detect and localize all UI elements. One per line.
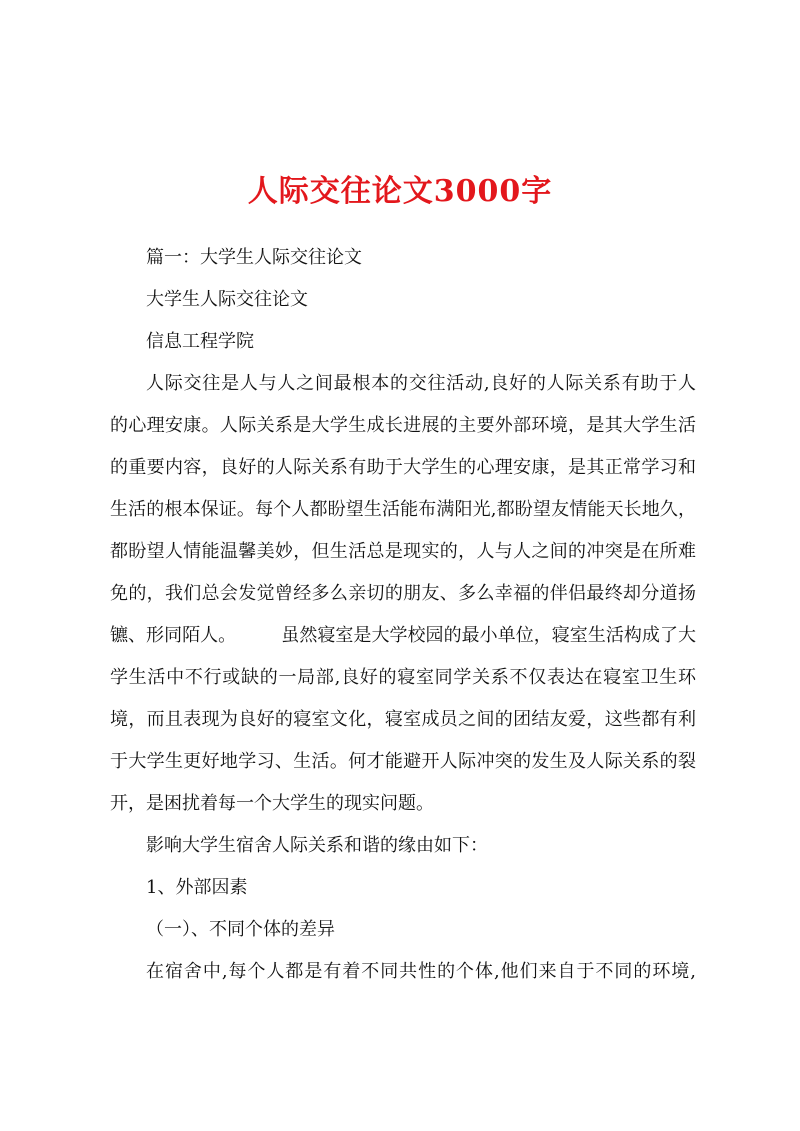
paper-title-line: 大学生人际交往论文 <box>146 289 308 310</box>
paragraph-line: 学生活中不行或缺的一局部,良好的寝室同学关系不仅表达在寝室卫生环 <box>110 667 696 688</box>
paragraph-line: 于大学生更好地学习、生活。何才能避开人际冲突的发生及人际关系的裂 <box>110 751 696 772</box>
paragraph-line: 在宿舍中,每个人都是有着不同共性的个体,他们来自于不同的环境, <box>146 961 696 982</box>
subheading-line: 1、外部因素 <box>146 877 248 898</box>
paragraph-line: 生活的根本保证。每个人都盼望生活能布满阳光,都盼望友情能天长地久， <box>110 499 696 520</box>
paragraph-line: 镳、形同陌人。 虽然寝室是大学校园的最小单位，寝室生活构成了大 <box>110 625 696 646</box>
paragraph-line: 免的，我们总会发觉曾经多么亲切的朋友、多么幸福的伴侣最终却分道扬 <box>110 583 696 604</box>
paragraph-line: 开，是困扰着每一个大学生的现实问题。 <box>110 793 434 814</box>
paragraph-line: 的重要内容，良好的人际关系有助于大学生的心理安康，是其正常学习和 <box>110 457 696 478</box>
document-title: 人际交往论文3000字 <box>247 174 553 209</box>
subheading-line: （一）、不同个体的差异 <box>146 919 335 940</box>
paragraph-line: 都盼望人情能温馨美妙，但生活总是现实的，人与人之间的冲突是在所难 <box>110 541 696 562</box>
paragraph-line: 境，而且表现为良好的寝室文化，寝室成员之间的团结友爱，这些都有利 <box>110 709 696 730</box>
institution-line: 信息工程学院 <box>146 331 254 352</box>
paragraph-line: 的心理安康。人际关系是大学生成长进展的主要外部环境，是其大学生活 <box>110 415 696 436</box>
section-heading: 篇一：大学生人际交往论文 <box>146 247 362 268</box>
paragraph-line: 影响大学生宿舍人际关系和谐的缘由如下： <box>146 835 488 856</box>
paragraph-line: 人际交往是人与人之间最根本的交往活动,良好的人际关系有助于人 <box>146 373 696 394</box>
